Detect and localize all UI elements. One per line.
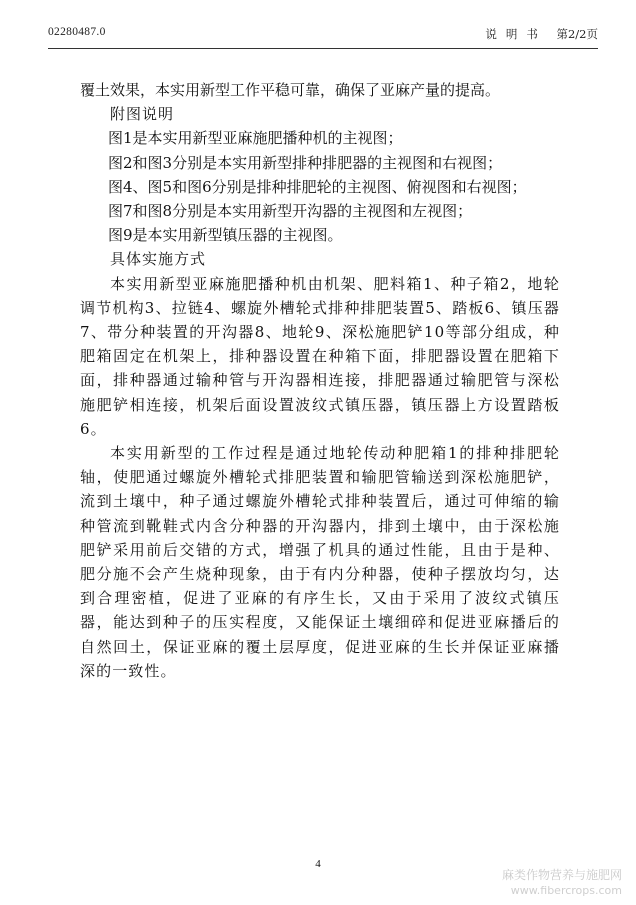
embodiment-paragraph-process: 本实用新型的工作过程是通过地轮传动种肥箱1的排种排肥轮轴，使肥通过螺旋外槽轮式排肥装置和输肥管输送到深松施肥铲，流到土壤中，种子通过螺旋外槽轮式排种装置后，通过可伸缩的输种管流到靴鞋式内含分种器的开沟器内，排到土壤中，由于深松施肥铲采用前后交错的方式，增强了机具的通过性能，且由于是种、肥分施不会产生烧种现象，由于有内分种器，使种子摆放均匀，达到合理密植，促进了亚麻的有序生长，又由于采用了波纹式镇压器，能达到种子的压实程度，又能保证土壤细碎和促进亚麻播后的自然回土，保证亚麻的覆土层厚度，促进亚麻的生长并保证亚麻播深的一致性。	[80, 444, 560, 680]
document-body	[80, 78, 560, 683]
watermark-site-url: www.fibercrops.com	[510, 884, 622, 897]
doc-type: 说明书	[485, 27, 547, 41]
header-right	[485, 26, 598, 42]
continuation-line: 覆土效果，本实用新型工作平稳可靠，确保了亚麻产量的提高。	[80, 81, 501, 99]
figures-heading: 附图说明	[110, 105, 175, 124]
page-number: 4	[315, 858, 321, 870]
watermark-site-name: 麻类作物营养与施肥网	[501, 868, 622, 882]
watermark	[502, 868, 622, 898]
figure-description-4: 图7和图8分别是本实用新型开沟器的主视图和左视图；	[108, 202, 473, 221]
embodiment-paragraph-structure: 本实用新型亚麻施肥播种机由机架、肥料箱1、种子箱2，地轮调节机构3、拉链4、螺旋外槽轮式排种排肥装置5、踏板6、镇压器7、带分种装置的开沟器8、地轮9、深松施肥铲10等部分组成，种肥箱固定在机架上，排种器设置在种箱下面，排肥器设置在肥箱下面，排种器通过输种管与开沟器相连接，排肥器通过输肥管与深松施肥铲相连接，机架后面设置波纹式镇压器，镇压器上方设置踏板6。	[80, 274, 560, 438]
figure-description-1: 图1是本实用新型亚麻施肥播种机的主视图；	[108, 129, 403, 148]
header-divider	[48, 48, 598, 49]
page-header	[48, 26, 598, 46]
embodiment-heading: 具体实施方式	[110, 250, 207, 269]
figure-description-2: 图2和图3分别是本实用新型排种排肥器的主视图和右视图；	[108, 153, 503, 172]
figure-description-3: 图4、图5和图6分别是排种排肥轮的主视图、俯视图和右视图；	[108, 177, 527, 196]
page-info: 第2/2页	[556, 27, 598, 41]
doc-number: 02280487.0	[48, 26, 106, 38]
figure-description-5: 图9是本实用新型镇压器的主视图。	[108, 226, 343, 245]
